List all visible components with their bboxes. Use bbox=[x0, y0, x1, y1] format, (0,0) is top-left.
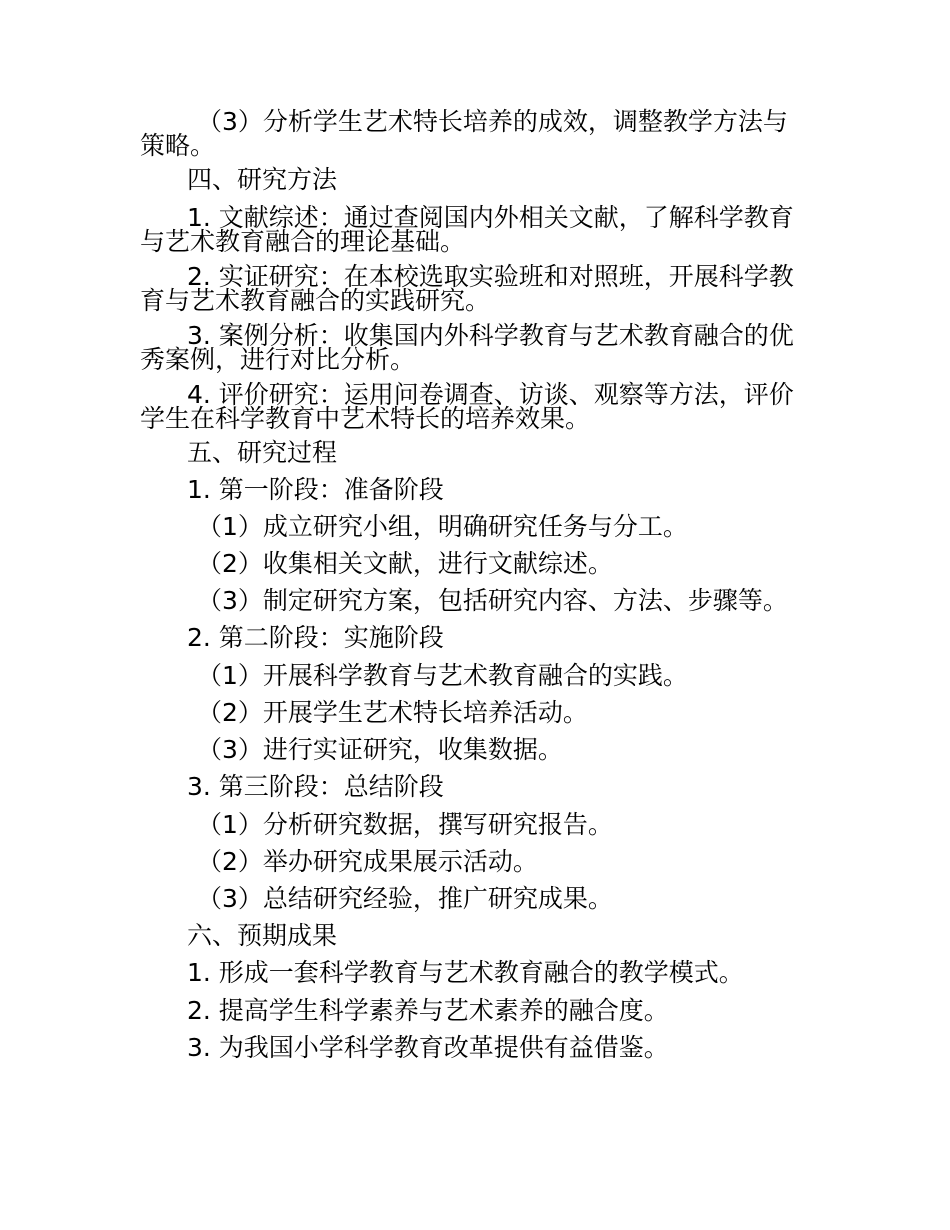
stage-2-item-2: （2）开展学生艺术特长培养活动。 bbox=[197, 698, 588, 727]
stage-3-title: 3. 第三阶段：总结阶段 bbox=[187, 772, 444, 801]
outcome-item-2: 2. 提高学生科学素养与艺术素养的融合度。 bbox=[187, 996, 669, 1025]
method-item-3: 3. 案例分析：收集国内外科学教育与艺术教育融合的优秀案例，进行对比分析。 bbox=[140, 321, 794, 374]
stage-1-item-1: （1）成立研究小组，明确研究任务与分工。 bbox=[197, 512, 688, 541]
stage-1-item-3: （3）制定研究方案，包括研究内容、方法、步骤等。 bbox=[197, 586, 788, 615]
stage-2-item-3: （3）进行实证研究，收集数据。 bbox=[197, 735, 563, 764]
stage-2-title: 2. 第二阶段：实施阶段 bbox=[187, 623, 444, 652]
stage-3-item-3: （3）总结研究经验，推广研究成果。 bbox=[197, 884, 613, 913]
stage-1-title: 1. 第一阶段：准备阶段 bbox=[187, 475, 444, 504]
section-4-heading: 四、研究方法 bbox=[187, 165, 338, 194]
method-item-2: 2. 实证研究：在本校选取实验班和对照班，开展科学教育与艺术教育融合的实践研究。 bbox=[140, 262, 794, 315]
section-5-heading: 五、研究过程 bbox=[187, 438, 338, 467]
intro-item-3: （3）分析学生艺术特长培养的成效，调整教学方法与策略。 bbox=[140, 107, 788, 160]
stage-3-item-1: （1）分析研究数据，撰写研究报告。 bbox=[197, 810, 613, 839]
stage-2-item-1: （1）开展科学教育与艺术教育融合的实践。 bbox=[197, 661, 688, 690]
outcome-item-3: 3. 为我国小学科学教育改革提供有益借鉴。 bbox=[187, 1033, 669, 1062]
method-item-1: 1. 文献综述：通过查阅国内外相关文献，了解科学教育与艺术教育融合的理论基础。 bbox=[140, 203, 794, 256]
method-item-4: 4. 评价研究：运用问卷调查、访谈、观察等方法，评价学生在科学教育中艺术特长的培养效果。 bbox=[140, 380, 794, 433]
stage-3-item-2: （2）举办研究成果展示活动。 bbox=[197, 847, 538, 876]
section-6-heading: 六、预期成果 bbox=[187, 921, 338, 950]
outcome-item-1: 1. 形成一套科学教育与艺术教育融合的教学模式。 bbox=[187, 958, 744, 987]
stage-1-item-2: （2）收集相关文献，进行文献综述。 bbox=[197, 549, 613, 578]
